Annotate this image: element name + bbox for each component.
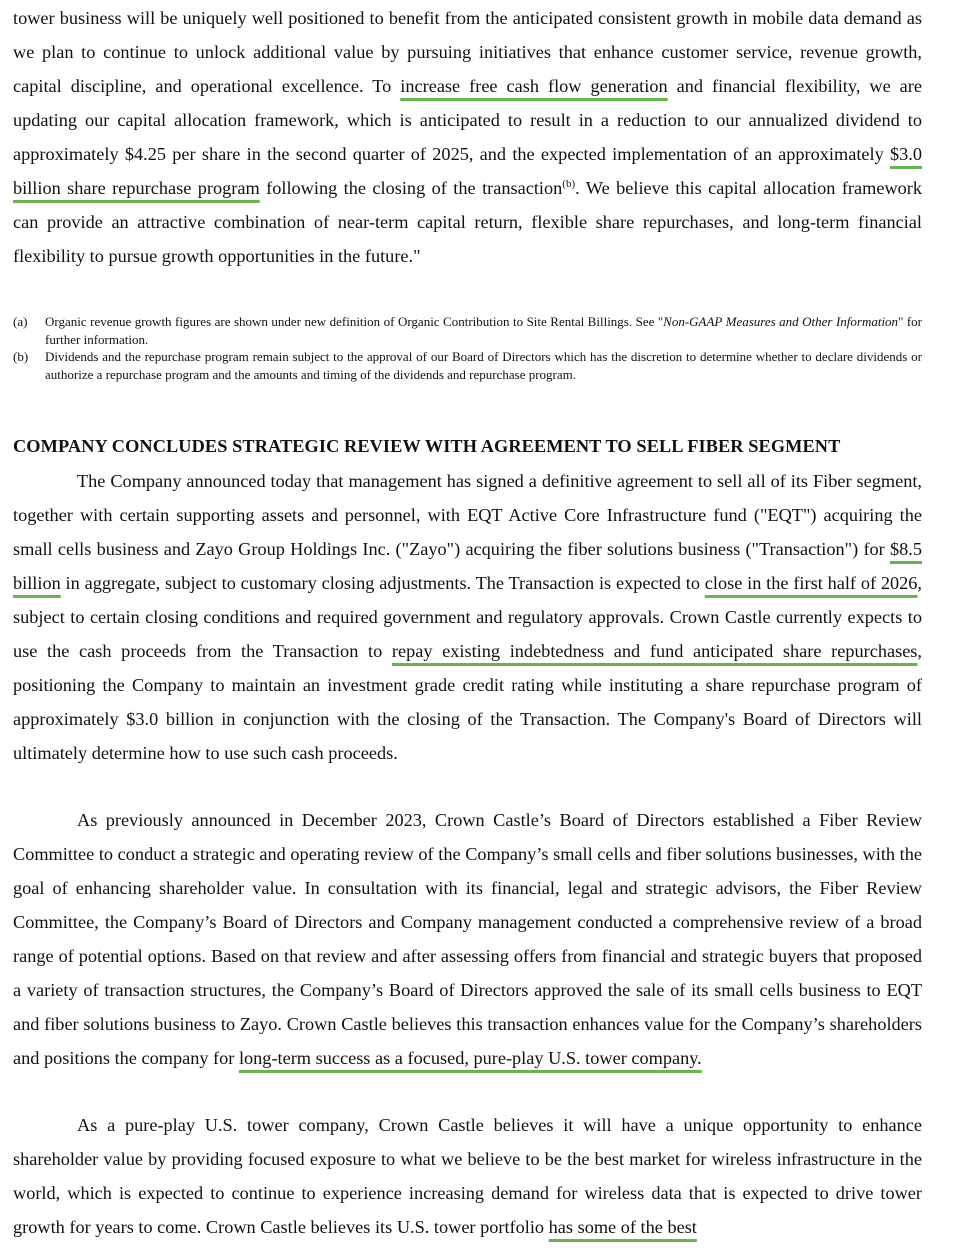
footnote-text: Dividends and the repurchase program remain subject to the approval of our Board of Directors which has the discretion to determine whether to declare dividends or authorize a repurchase program and the amounts and timing of the dividends and repurchase program.	[45, 349, 922, 382]
paragraph-transaction	[13, 464, 922, 770]
text-run: . We believe this capital allocation framework can provide an attractive combination of near-term capital return, flexible share repurchases, and long-term financial flexibility to pursue growth opportunities in the future."	[13, 178, 923, 266]
highlight-best-portfolio: has some of the best	[548, 1217, 697, 1237]
section-heading: COMPANY CONCLUDES STRATEGIC REVIEW WITH AGREEMENT TO SELL FIBER SEGMENT	[13, 436, 841, 456]
text-run: As a pure-play U.S. tower company, Crown Castle believes it will have a unique opportunity to enhance shareholder value by providing focused exposure to what we believe to be the best market for wireless infrastructure in the world, which is expected to continue to experience increasing demand for wireless data that is expected to drive tower growth for years to come. Crown Castle believes its U.S. tower portfolio	[13, 1115, 922, 1237]
paragraph-pure-play	[13, 1108, 922, 1244]
footnote-a	[13, 313, 922, 349]
footnote-ref-b: (b)	[562, 177, 576, 190]
highlight-8-5-billion: $8.5 billion	[13, 539, 922, 593]
footnote-marker: (a)	[13, 314, 28, 329]
text-run: The Company announced today that management has signed a definitive agreement to sell all of its Fiber segment, together with certain supporting assets and personnel, with EQT Active Core Infrastructure fund ("EQT") acquiring the small cells business and Zayo Group Holdings Inc. ("Zayo") acquiring the fiber solutions business ("Transaction") for	[13, 471, 922, 559]
text-run: and financial flexibility, we are updating our capital allocation framework, which is anticipated to result in a reduction to our annualized dividend to approximately $4.25 per share in the second quarter of 2025, and the expected implementation of an approximately	[13, 76, 922, 164]
text-run: " for further information.	[45, 314, 923, 347]
text-run: in aggregate, subject to customary closing adjustments. The Transaction is expected to	[60, 573, 705, 593]
highlight-close-2026: close in the first half of 2026	[704, 573, 918, 593]
text-run: following the closing of the transaction	[259, 178, 563, 198]
highlight-free-cash-flow: increase free cash flow generation	[400, 76, 668, 96]
text-run: tower business will be uniquely well positioned to benefit from the anticipated consistent growth in mobile data demand as we plan to continue to unlock additional value by pursuing initiatives that enhance customer service, revenue growth, capital discipline, and operational excellence. To	[13, 8, 922, 96]
footnote-b	[13, 348, 922, 384]
highlight-repay-indebtedness: repay existing indebtedness and fund anticipated share repurchases	[391, 641, 918, 661]
footnote-text	[45, 313, 922, 349]
text-run: Organic revenue growth figures are shown under new definition of Organic Contribution to Site Rental Billings. See "	[45, 314, 664, 329]
quote-paragraph	[13, 1, 922, 273]
footnote-marker: (b)	[13, 349, 29, 364]
highlight-long-term-success: long-term success as a focused, pure-play U.S. tower company.	[238, 1048, 702, 1068]
text-run: , subject to certain closing conditions and required government and regulatory approvals. Crown Castle currently expects to use the cash proceeds from the Transaction to	[13, 573, 922, 661]
footnote-link-title: Non-GAAP Measures and Other Information	[663, 314, 899, 329]
text-run: As previously announced in December 2023, Crown Castle’s Board of Directors established a Fiber Review Committee to conduct a strategic and operating review of the Company’s small cells and fiber solutions businesses, with the goal of enhancing shareholder value. In consultation with its financial, legal and strategic advisors, the Fiber Review Committee, the Company’s Board of Directors and Company management conducted a comprehensive review of a broad range of potential options. Based on that review and after assessing offers from financial and strategic buyers that proposed a variety of transaction structures, the Company’s Board of Directors approved the sale of its small cells business to EQT and fiber solutions business to Zayo. Crown Castle believes this transaction enhances value for the Company’s shareholders and positions the company for	[13, 810, 922, 1068]
paragraph-review	[13, 803, 922, 1075]
text-run: , positioning the Company to maintain an investment grade credit rating while instituting a share repurchase program of approximately $3.0 billion in conjunction with the closing of the Transaction. The Company's Board of Directors will ultimately determine how to use such cash proceeds.	[13, 641, 922, 763]
highlight-share-repurchase: $3.0 billion share repurchase program	[13, 144, 922, 198]
